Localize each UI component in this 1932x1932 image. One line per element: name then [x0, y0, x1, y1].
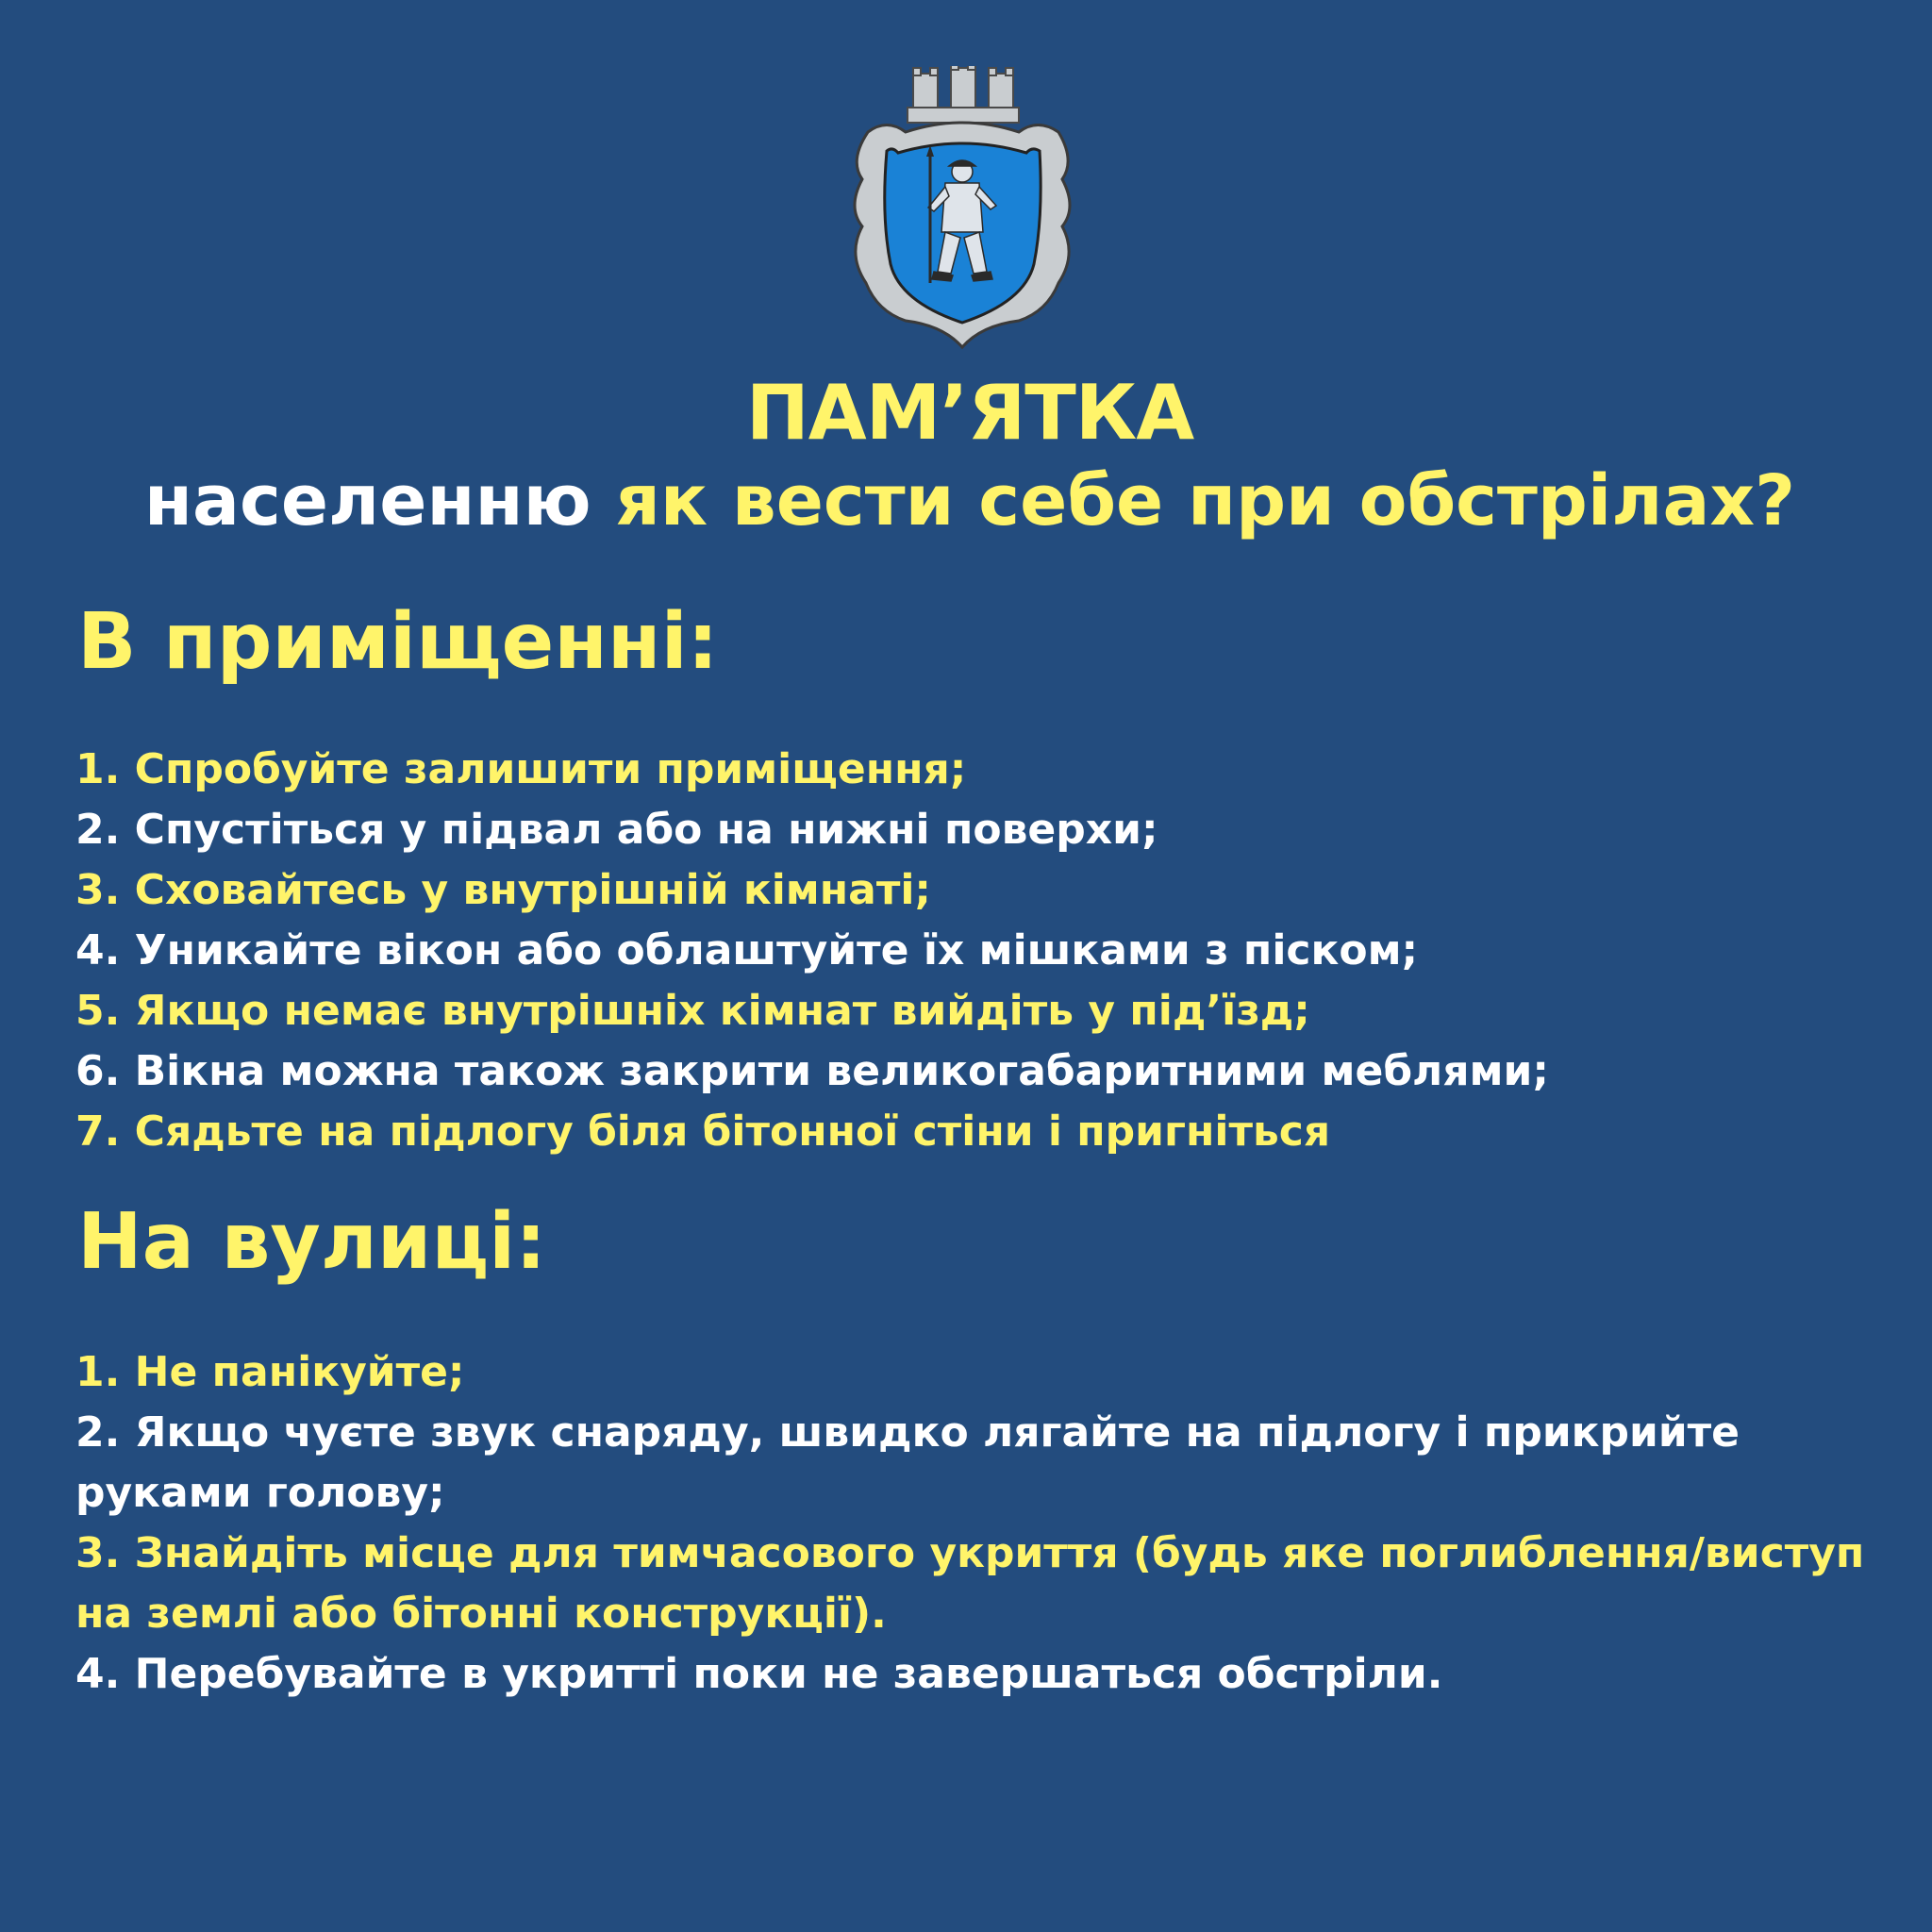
list-item: 2. Якщо чуєте звук снаряду, швидко лягайте на підлогу і прикрийте руками голову; — [75, 1408, 1740, 1517]
outdoors-list — [75, 1342, 1924, 1705]
list-item: 4. Перебувайте в укритті поки не завершаться обстріли. — [75, 1650, 1443, 1698]
list-item: 2. Спустіться у підвал або на нижні поверхи; — [75, 806, 1158, 854]
list-item: 7. Сядьте на підлогу біля бітонної стіни і пригніться — [75, 1108, 1331, 1156]
list-item: 4. Уникайте вікон або облаштуйте їх мішками з піском; — [75, 926, 1419, 974]
indoors-list — [75, 740, 1924, 1162]
poster-subtitle — [0, 460, 1932, 541]
subtitle-white-part: населенню — [143, 460, 616, 541]
list-item: 5. Якщо немає внутрішніх кімнат вийдіть у під’їзд; — [75, 987, 1310, 1035]
list-item: 1. Спробуйте залишити приміщення; — [75, 745, 967, 793]
outdoors-heading: На вулиці: — [77, 1197, 547, 1287]
list-item: 6. Вікна можна також закрити великогабаритними меблями; — [75, 1047, 1549, 1095]
list-item: 3. Знайдіть місце для тимчасового укриття (будь яке поглиблення/виступ на землі або бітонні конструкції). — [75, 1529, 1865, 1638]
city-coat-of-arms-icon — [840, 66, 1085, 349]
list-item: 1. Не панікуйте; — [75, 1348, 465, 1396]
subtitle-yellow-part: як вести себе при обстрілах? — [615, 460, 1796, 541]
list-item: 3. Сховайтесь у внутрішній кімнаті; — [75, 866, 932, 914]
poster-title: ПАМ’ЯТКА — [745, 369, 1194, 457]
indoors-heading: В приміщенні: — [77, 597, 719, 687]
